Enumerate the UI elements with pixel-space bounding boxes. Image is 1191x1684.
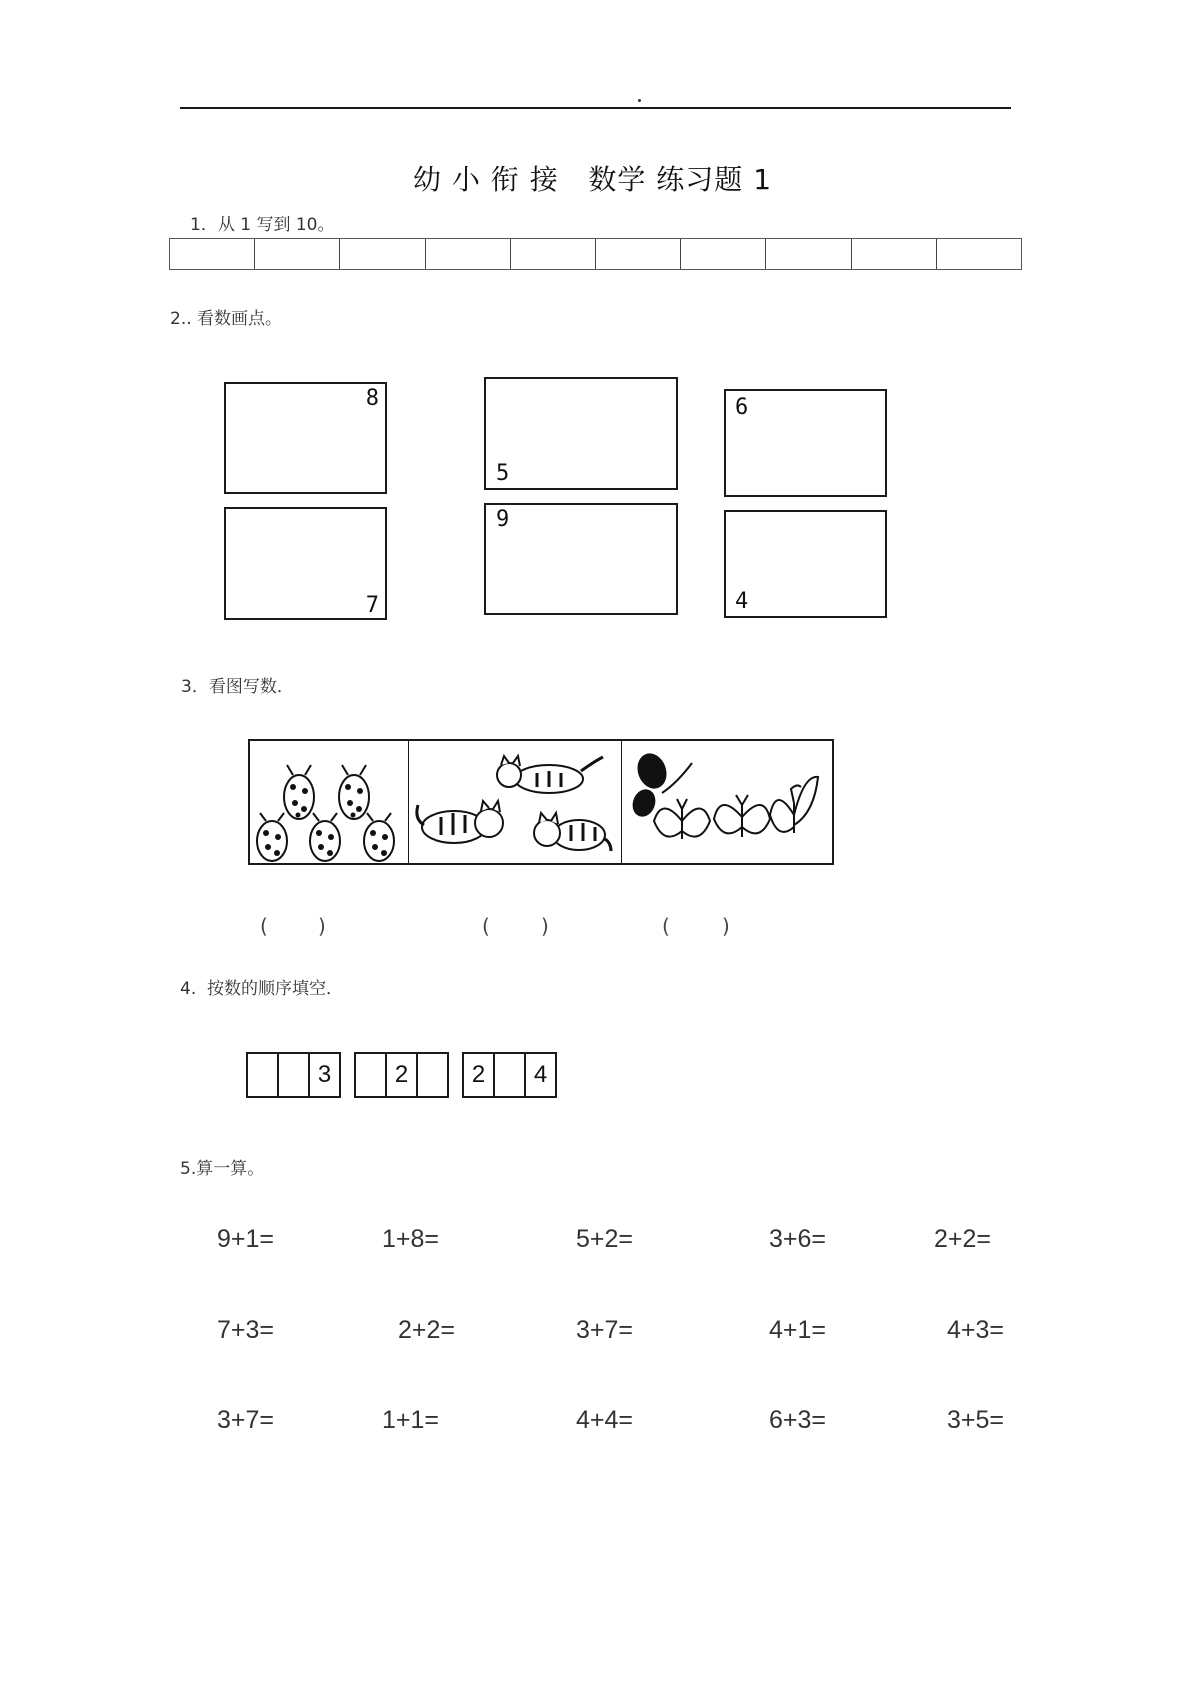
sequence-cell[interactable]	[495, 1054, 526, 1096]
write-cell-10[interactable]	[937, 239, 1021, 269]
sequence-group-3	[462, 1052, 557, 1098]
answer-open-paren-1: (	[260, 914, 268, 938]
sequence-cell: 2	[387, 1054, 418, 1096]
equation: 4+1=	[769, 1316, 827, 1344]
header-dot	[638, 99, 641, 102]
dot-box-number: 6	[735, 395, 749, 420]
sequence-cell: 2	[464, 1054, 495, 1096]
butterfly-icon	[622, 741, 831, 863]
equation: 3+7=	[217, 1406, 275, 1434]
sequence-cell: 4	[533, 1061, 548, 1088]
write-cell-4[interactable]	[426, 239, 511, 269]
write-cell-1[interactable]	[170, 239, 255, 269]
write-cell-2[interactable]	[255, 239, 340, 269]
write-cell-6[interactable]	[596, 239, 681, 269]
header-rule	[180, 107, 1011, 109]
q2-label: 2.. 看数画点。	[170, 309, 283, 329]
dot-box-number: 8	[365, 386, 379, 411]
q3-label: 3．看图写数．	[181, 677, 294, 697]
sequence-group-2	[354, 1052, 449, 1098]
answer-slot-ladybugs[interactable]	[272, 912, 316, 940]
dot-box-number: 5	[496, 461, 510, 486]
q1-write-table	[169, 238, 1022, 270]
dot-box-4[interactable]	[724, 510, 887, 618]
answer-close-paren-1: )	[318, 914, 326, 938]
answer-slot-butterflies[interactable]	[674, 912, 718, 940]
answer-close-paren-2: )	[541, 914, 549, 938]
equation: 3+5=	[947, 1406, 1005, 1434]
butterfly-picture	[622, 741, 832, 863]
dot-box-number: 9	[496, 507, 510, 532]
dot-box-number: 7	[365, 593, 379, 618]
sequence-cell: 3	[317, 1061, 332, 1088]
cat-icon	[409, 741, 619, 863]
dot-box-6[interactable]	[724, 389, 887, 497]
q5-label: 5.算一算。	[180, 1159, 265, 1179]
sequence-cell[interactable]	[248, 1054, 279, 1096]
equation: 2+2=	[398, 1316, 456, 1344]
ladybug-icon	[250, 741, 407, 863]
equation: 2+2=	[934, 1225, 992, 1253]
answer-slot-cats[interactable]	[494, 912, 538, 940]
equation: 1+1=	[382, 1406, 440, 1434]
sequence-cell[interactable]	[418, 1054, 447, 1096]
equation: 3+7=	[576, 1316, 634, 1344]
sequence-cell[interactable]	[279, 1054, 310, 1096]
equation: 7+3=	[217, 1316, 275, 1344]
dot-box-5[interactable]	[484, 377, 678, 490]
equation: 6+3=	[769, 1406, 827, 1434]
q1-label: 1．从 1 写到 10。	[190, 215, 335, 235]
equation: 1+8=	[382, 1225, 440, 1253]
write-cell-8[interactable]	[766, 239, 851, 269]
answer-open-paren-3: (	[662, 914, 670, 938]
dot-box-8[interactable]	[224, 382, 387, 494]
dot-box-9[interactable]	[484, 503, 678, 615]
sequence-group-1	[246, 1052, 341, 1098]
cat-picture	[409, 741, 621, 863]
ladybug-picture	[250, 741, 409, 863]
write-cell-5[interactable]	[511, 239, 596, 269]
answer-close-paren-3: )	[722, 914, 730, 938]
q4-label: 4. 按数的顺序填空．	[180, 979, 344, 999]
equation: 4+4=	[576, 1406, 634, 1434]
equation: 3+6=	[769, 1225, 827, 1253]
page-title: 幼 小 衔 接 数学 练习题 1	[413, 163, 773, 196]
write-cell-7[interactable]	[681, 239, 766, 269]
picture-strip	[248, 739, 834, 865]
dot-box-number: 4	[735, 589, 749, 614]
equation: 9+1=	[217, 1225, 275, 1253]
sequence-cell[interactable]	[356, 1054, 387, 1096]
answer-open-paren-2: (	[482, 914, 490, 938]
equation: 4+3=	[947, 1316, 1005, 1344]
write-cell-3[interactable]	[340, 239, 425, 269]
equation: 5+2=	[576, 1225, 634, 1253]
dot-box-7[interactable]	[224, 507, 387, 620]
write-cell-9[interactable]	[852, 239, 937, 269]
